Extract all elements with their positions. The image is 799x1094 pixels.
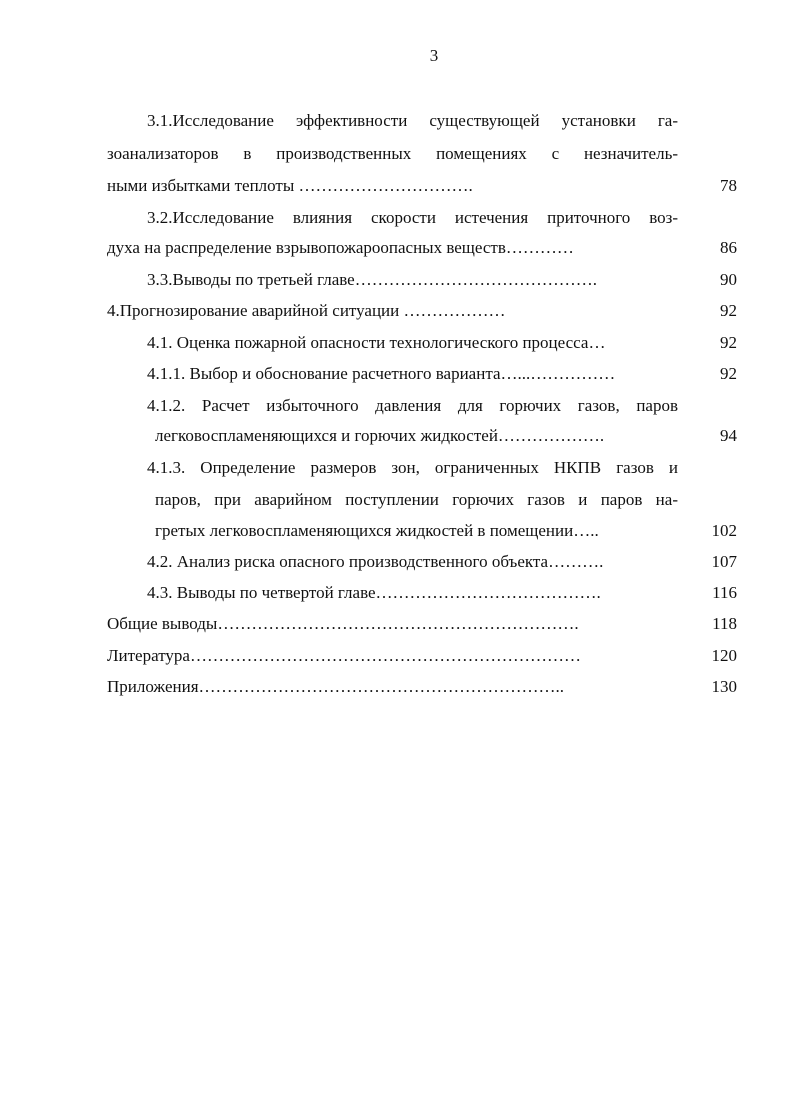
toc-entry-4-3: 4.3. Выводы по четвертой главе…………………………………. — [147, 583, 601, 602]
toc-entry-3-3: 3.3.Выводы по третьей главе……………………………………. — [147, 270, 597, 289]
toc-entry-3-1-line-2: зоанализаторов в производственных помещениях с незначитель- — [107, 144, 678, 163]
toc-entry-3-1-page: 78 — [720, 176, 737, 195]
toc-entry-4-1-1: 4.1.1. Выбор и обоснование расчетного варианта…...…………… — [147, 364, 616, 383]
toc-entry-4-1-3-line-2: паров, при аварийном поступлении горючих газов и паров на- — [155, 490, 678, 509]
toc-entry-3-1-line-1: 3.1.Исследование эффективности существующей установки га- — [147, 111, 678, 130]
toc-entry-4-1-3-line-3: гретых легковоспламеняющихся жидкостей в помещении….. — [155, 521, 599, 540]
toc-entry-4-1-3-line-1: 4.1.3. Определение размеров зон, ограниченных НКПВ газов и — [147, 458, 678, 477]
toc-entry-4-1-3-page: 102 — [711, 521, 737, 540]
toc-entry-appendices-page: 130 — [711, 677, 737, 696]
toc-entry-literature: Литература…………………………………………………………… — [107, 646, 581, 665]
toc-entry-general-conclusions: Общие выводы………………………………………………………. — [107, 614, 579, 633]
toc-entry-3-2-page: 86 — [720, 238, 737, 257]
toc-entry-literature-page: 120 — [711, 646, 737, 665]
toc-entry-3-3-page: 90 — [720, 270, 737, 289]
toc-entry-3-2-line-1: 3.2.Исследование влияния скорости истечения приточного воз- — [147, 208, 678, 227]
toc-entry-4-2: 4.2. Анализ риска опасного производственного объекта………. — [147, 552, 604, 571]
toc-entry-4: 4.Прогнозирование аварийной ситуации ……………… — [107, 301, 506, 320]
toc-entry-4-1-2-page: 94 — [720, 426, 737, 445]
toc-entry-appendices: Приложения……………………………………………………….. — [107, 677, 565, 696]
toc-entry-3-2-line-2: духа на распределение взрывопожароопасных веществ………… — [107, 238, 574, 257]
toc-entry-4-1-page: 92 — [720, 333, 737, 352]
toc-entry-4-2-page: 107 — [711, 552, 737, 571]
toc-entry-4-1-2-line-1: 4.1.2. Расчет избыточного давления для горючих газов, паров — [147, 396, 678, 415]
toc-entry-4-page: 92 — [720, 301, 737, 320]
toc-entry-4-1: 4.1. Оценка пожарной опасности технологического процесса… — [147, 333, 606, 352]
page-number: 3 — [429, 46, 439, 65]
toc-entry-4-1-1-page: 92 — [720, 364, 737, 383]
toc-entry-3-1-line-3: ными избытками теплоты …………………………. — [107, 176, 473, 195]
toc-entry-4-3-page: 116 — [712, 583, 737, 602]
toc-entry-general-conclusions-page: 118 — [712, 614, 737, 633]
toc-entry-4-1-2-line-2: легковоспламеняющихся и горючих жидкостей………………. — [155, 426, 605, 445]
